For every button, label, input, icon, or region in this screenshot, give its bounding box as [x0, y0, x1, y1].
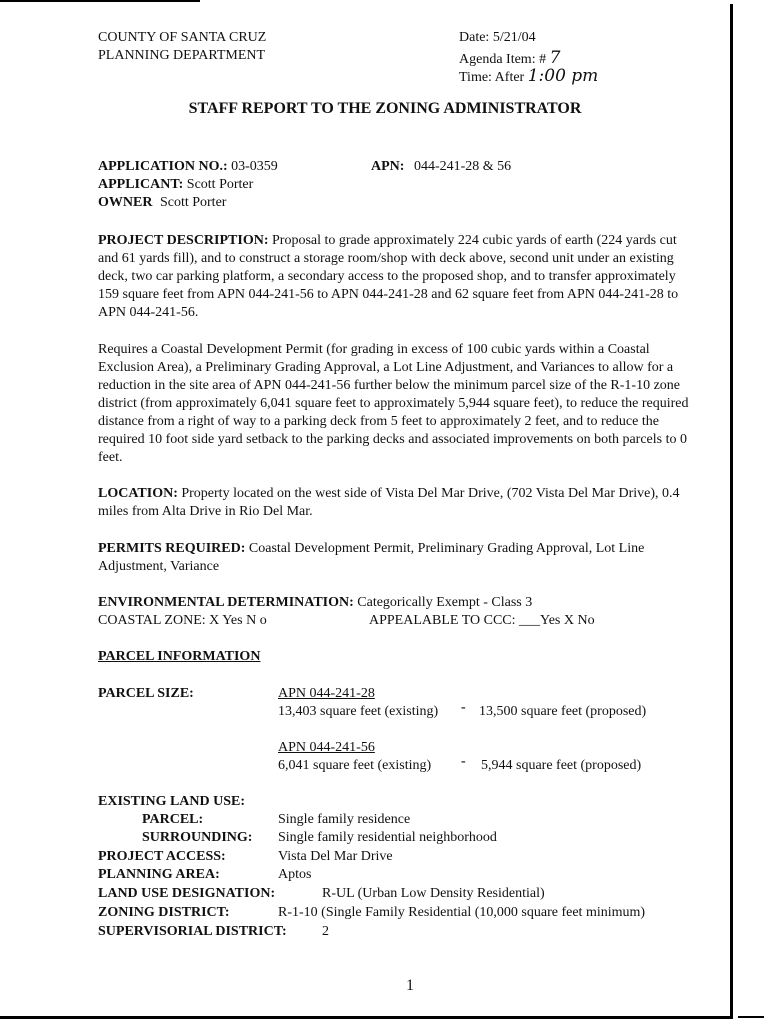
department-name: PLANNING DEPARTMENT	[98, 48, 266, 63]
parcel1-proposed: 13,500 square feet (proposed)	[479, 704, 647, 719]
meeting-time	[459, 66, 598, 86]
parcel-use-label: PARCEL:	[142, 812, 204, 827]
right-border-line	[730, 4, 733, 1018]
agenda-item-label: Agenda Item: #	[459, 52, 547, 67]
time-handwritten: 1:00 pm	[527, 66, 599, 86]
parcel2-apn: APN 044-241-56	[278, 740, 375, 755]
location-label: LOCATION:	[98, 486, 178, 501]
app-no-label: APPLICATION NO.:	[98, 159, 228, 174]
owner-label: OWNER	[98, 195, 153, 210]
surrounding-label: SURROUNDING:	[142, 830, 253, 845]
applicant-value: Scott Porter	[186, 177, 254, 192]
parcel1-existing: 13,403 square feet (existing)	[278, 704, 439, 719]
location	[98, 485, 698, 521]
planning-area-label: PLANNING AREA:	[98, 867, 220, 882]
supervisorial-district-label: SUPERVISORIAL DISTRICT:	[98, 924, 287, 939]
environmental-determination	[98, 595, 532, 611]
land-use-designation-label: LAND USE DESIGNATION:	[98, 886, 276, 901]
project-description-text: Proposal to grade approximately 224 cubic yards of earth (224 yards cut and 61 yards fill), and to construct a storage room/shop with deck above, second unit under an existing deck, two car parking platform, a secondary access to the proposed shop, and to transfer approximately 159 square feet from APN 044-241-56 to APN 044-241-28 and 62 square feet from APN 044-241-28 to APN 044-241-56.	[98, 233, 679, 320]
report-title: STAFF REPORT TO THE ZONING ADMINISTRATOR	[188, 100, 582, 117]
parcel1-dash: -	[461, 700, 466, 715]
applicant-label: APPLICANT:	[98, 177, 184, 192]
location-text: Property located on the west side of Vista Del Mar Drive, (702 Vista Del Mar Drive), 0.4 miles from Alta Drive in Rio Del Mar.	[98, 486, 680, 519]
apn-value: 044-241-28 & 56	[413, 159, 512, 174]
owner-value: Scott Porter	[159, 195, 227, 210]
appealable-to-ccc: APPEALABLE TO CCC: ___Yes X No	[369, 613, 595, 628]
coastal-zone: COASTAL ZONE: X Yes N o	[98, 613, 267, 628]
app-no-value: 03-0359	[231, 159, 278, 174]
parcel2-existing: 6,041 square feet (existing)	[278, 758, 432, 773]
planning-area-value: Aptos	[278, 867, 312, 882]
parcel-use-value: Single family residence	[278, 812, 411, 827]
permits-required	[98, 540, 698, 576]
environmental-text: Categorically Exempt - Class 3	[357, 595, 533, 610]
apn-line	[371, 159, 511, 175]
parcel2-dash: -	[461, 754, 466, 769]
zoning-district-label: ZONING DISTRICT:	[98, 905, 230, 920]
bottom-right-mark	[738, 1016, 764, 1018]
existing-land-use-label: EXISTING LAND USE:	[98, 794, 246, 809]
project-description	[98, 232, 698, 322]
parcel2-proposed: 5,944 square feet (proposed)	[481, 758, 642, 773]
permits-label: PERMITS REQUIRED:	[98, 541, 246, 556]
project-description-label: PROJECT DESCRIPTION:	[98, 233, 269, 248]
parcel-info-heading: PARCEL INFORMATION	[98, 649, 261, 664]
applicant-line	[98, 177, 253, 193]
parcel1-apn: APN 044-241-28	[278, 686, 375, 701]
application-line	[98, 159, 278, 175]
time-label: Time: After	[459, 70, 525, 85]
owner-line	[98, 195, 226, 211]
report-date: Date: 5/21/04	[459, 30, 536, 45]
project-access-label: PROJECT ACCESS:	[98, 849, 226, 864]
parcel-size-label: PARCEL SIZE:	[98, 686, 194, 701]
supervisorial-district-value: 2	[322, 924, 329, 939]
county-name: COUNTY OF SANTA CRUZ	[98, 30, 267, 45]
top-border-line	[0, 0, 200, 2]
apn-label: APN:	[371, 159, 405, 174]
page-number: 1	[406, 977, 414, 994]
agenda-item	[459, 48, 560, 68]
surrounding-value: Single family residential neighborhood	[278, 830, 497, 845]
land-use-designation-value: R-UL (Urban Low Density Residential)	[322, 886, 545, 901]
requirements-paragraph: Requires a Coastal Development Permit (for grading in excess of 100 cubic yards within a Coastal Exclusion Area), a Preliminary Grading Approval, a Lot Line Adjustment, and Variances to allow for a reduction in the site area of APN 044-241-56 further below the minimum parcel size of the R-1-10 zone district (from approximately 6,041 square feet to approximately 5,944 square feet), to reduce the required distance from a right of way to a parking deck from 5 feet to approximately 2 feet, and to reduce the required 10 foot side yard setback to the parking decks and associated improvements on both parcels to 0 feet.	[98, 342, 689, 465]
bottom-border-line	[0, 1016, 733, 1019]
zoning-district-value: R-1-10 (Single Family Residential (10,000 square feet minimum)	[278, 905, 646, 920]
permits-text: Coastal Development Permit, Preliminary Grading Approval, Lot Line Adjustment, Variance	[98, 541, 645, 574]
project-access-value: Vista Del Mar Drive	[278, 849, 393, 864]
agenda-item-handwritten: 7	[549, 48, 561, 68]
environmental-label: ENVIRONMENTAL DETERMINATION:	[98, 595, 354, 610]
